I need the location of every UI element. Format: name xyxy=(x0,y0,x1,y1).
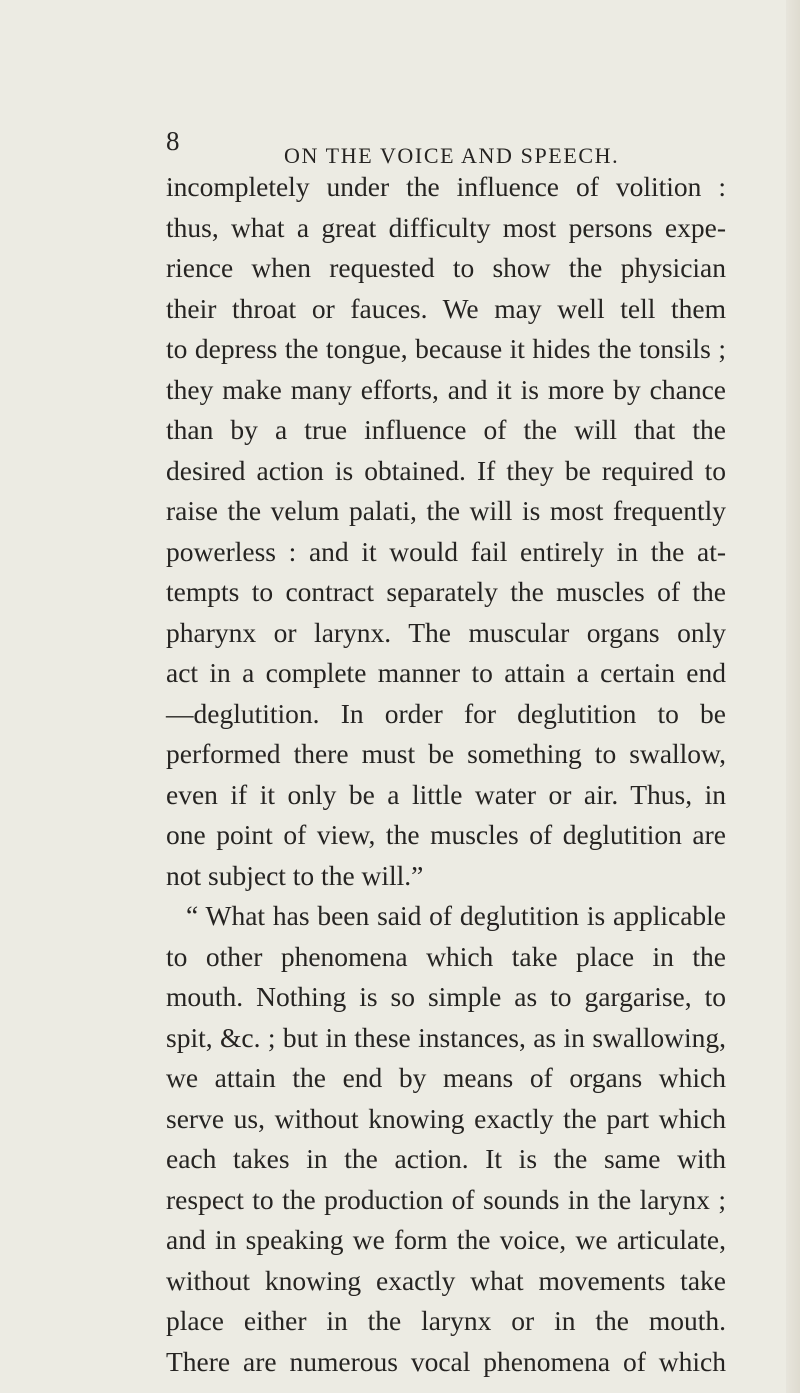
text-line: serve us, without knowing exactly the part which xyxy=(166,1102,726,1134)
text-line: respect to the production of sounds in the larynx ; xyxy=(166,1183,726,1215)
text-line: they make many efforts, and it is more by chance xyxy=(166,373,726,405)
text-line: incompletely under the influence of volition : xyxy=(166,171,726,202)
text-line: and in speaking we form the voice, we articulate, xyxy=(166,1224,726,1255)
text-line: pharynx or larynx. The muscular organs only xyxy=(166,616,726,648)
text-line: we attain the end by means of organs which xyxy=(166,1062,726,1093)
text-line: performed there must be something to swallow, xyxy=(166,738,726,769)
text-line: There are numerous vocal phenomena of which xyxy=(166,1345,726,1377)
body-text xyxy=(166,167,726,1382)
text-line: one point of view, the muscles of deglutition are xyxy=(166,819,726,850)
page-number: 8 xyxy=(166,126,180,156)
text-line: each takes in the action. It is the same with xyxy=(166,1143,726,1174)
text-line: raise the velum palati, the will is most frequently xyxy=(166,495,726,526)
text-line: “ What has been said of deglutition is applicable xyxy=(186,900,726,931)
text-line: without knowing exactly what movements take xyxy=(166,1264,726,1296)
text-line: place either in the larynx or in the mouth. xyxy=(166,1305,726,1336)
text-line: not subject to the will.” xyxy=(166,859,424,891)
text-line: thus, what a great difficulty most persons expe- xyxy=(166,211,726,243)
text-line: act in a complete manner to attain a certain end xyxy=(166,657,726,688)
text-line: even if it only be a little water or air. Thus, in xyxy=(166,778,726,810)
text-line: powerless : and it would fail entirely in the at- xyxy=(166,535,726,567)
text-line: tempts to contract separately the muscles of the xyxy=(166,576,726,607)
text-line: spit, &c. ; but in these instances, as in swallowing, xyxy=(166,1021,726,1053)
text-line: desired action is obtained. If they be required to xyxy=(166,454,726,486)
text-line: to other phenomena which take place in the xyxy=(166,940,726,972)
text-line: their throat or fauces. We may well tell them xyxy=(166,292,726,324)
text-line: —deglutition. In order for deglutition to be xyxy=(166,697,726,729)
running-head: ON THE VOICE AND SPEECH. xyxy=(284,143,620,168)
text-line: to depress the tongue, because it hides the tonsils ; xyxy=(166,333,726,364)
text-line: than by a true influence of the will that the xyxy=(166,414,726,445)
text-line: rience when requested to show the physician xyxy=(166,252,726,283)
page-edge xyxy=(786,0,800,1393)
text-line: mouth. Nothing is so simple as to gargarise, to xyxy=(166,981,726,1012)
